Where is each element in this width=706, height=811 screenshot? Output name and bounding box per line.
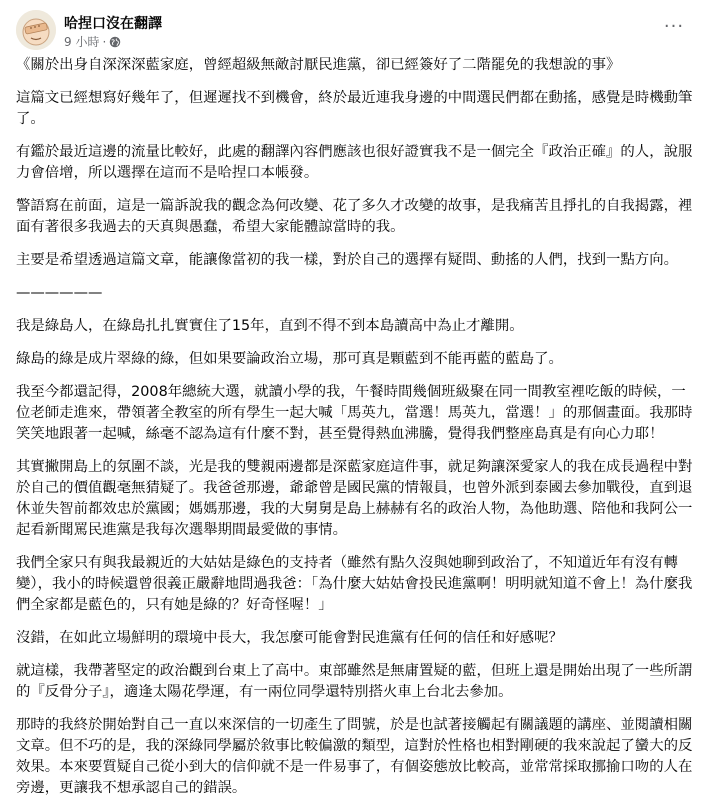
post-meta: [64, 33, 121, 50]
post-paragraph: 有鑑於最近這邊的流量比較好，此處的翻譯內容們應該也很好證實我不是一個完全『政治正確』的人，說服力會倍增，所以選擇在這而不是哈捏口本帳發。: [16, 144, 693, 181]
more-options-icon[interactable]: ···: [663, 15, 685, 37]
post-paragraph: 沒錯，在如此立場鮮明的環境中長大，我怎麼可能會對民進黨有任何的信任和好感呢？: [16, 630, 563, 646]
post-paragraph: 綠島的綠是成片翠綠的綠，但如果要論政治立場，那可真是顆藍到不能再藍的藍島了。: [16, 351, 563, 367]
meta-separator: ·: [102, 34, 107, 49]
post-divider: ——————: [16, 285, 103, 301]
post-paragraph: 警語寫在前面，這是一篇訴說我的觀念為何改變、花了多久才改變的故事，是我痛苦且掙扎的自我揭露，裡面有著很多我過去的天真與愚蠢，希望大家能體諒當時的我。: [16, 198, 693, 235]
post-paragraph: 這篇文已經想寫好幾年了，但遲遲找不到機會，終於最近連我身邊的中間選民們都在動搖，感覺是時機動筆了。: [16, 90, 693, 127]
globe-icon[interactable]: [109, 36, 121, 48]
post-title: 《關於出身自深深深藍家庭，曾經超級無敵討厭民進黨，卻已經簽好了二階罷免的我想說的事》: [16, 57, 621, 73]
post-paragraph: 我是綠島人，在綠島扎扎實實住了15年，直到不得不到本島讀高中為止才離開。: [16, 318, 524, 334]
page-avatar[interactable]: [16, 10, 56, 50]
post-paragraph: 我至今都還記得，2008年總統大選，就讀小學的我，午餐時間幾個班級聚在同一間教室裡吃飯的時候，一位老師走進來，帶領著全教室的所有學生一起大喊「馬英九，當選！馬英九，當選！」的那個畫面。我那時笑笑地跟著一起喊，絲毫不認為這有什麼不對，甚至覺得熱血沸騰，覺得我們整座島真是有向心力耶！: [16, 384, 693, 442]
post-paragraph: 其實撇開島上的氛圍不談，光是我的雙親兩邊都是深藍家庭這件事，就足夠讓深愛家人的我在成長過程中對於自己的價值觀毫無猜疑了。我爸爸那邊，爺爺曾是國民黨的情報員，也曾外派到泰國去參加戰役，直到退休並失智前都效忠於黨國；媽媽那邊，我的大舅舅是島上赫赫有名的政治人物，為他助選、陪他和我阿公一起看新聞罵民進黨是我每次選舉期間最愛做的事情。: [16, 459, 693, 538]
avatar-bandage-face-icon: [16, 10, 56, 50]
post-paragraph: 就這樣，我帶著堅定的政治觀到台東上了高中。東部雖然是無庸置疑的藍，但班上還是開始出現了一些所謂的『反骨分子』，適逢太陽花學運，有一兩位同學還特別搭火車上台北去參加。: [16, 663, 693, 700]
post-paragraph: 我們全家只有與我最親近的大姑姑是綠色的支持者（雖然有點久沒與她聊到政治了，不知道近年有沒有轉變），我小的時候還曾很義正嚴辭地問過我爸：「為什麼大姑姑會投民進黨啊！明明就知道不會上！為什麼我們全家都是藍色的，只有她是綠的？好奇怪喔！」: [16, 555, 693, 613]
post-paragraph: 主要是希望透過這篇文章，能讓像當初的我一樣，對於自己的選擇有疑問、動搖的人們，找到一點方向。: [16, 252, 678, 268]
page-name[interactable]: 哈捏口沒在翻譯: [64, 16, 162, 32]
post-time[interactable]: 9 小時: [64, 35, 100, 49]
post-header: [16, 10, 690, 50]
post-paragraph: 那時的我終於開始對自己一直以來深信的一切產生了問號，於是也試著接觸起有關議題的講座、並閱讀相關文章。但不巧的是，我的深綠同學屬於敘事比較偏激的類型，這對於性格也相對剛硬的我來說起了蠻大的反效果。本來要質疑自己從小到大的信仰就不是一件易事了，有個姿態放比較高，並常常採取挪揄口吻的人在旁邊，更讓我不想承認自己的錯誤。: [16, 717, 693, 796]
post-body: [16, 55, 694, 811]
